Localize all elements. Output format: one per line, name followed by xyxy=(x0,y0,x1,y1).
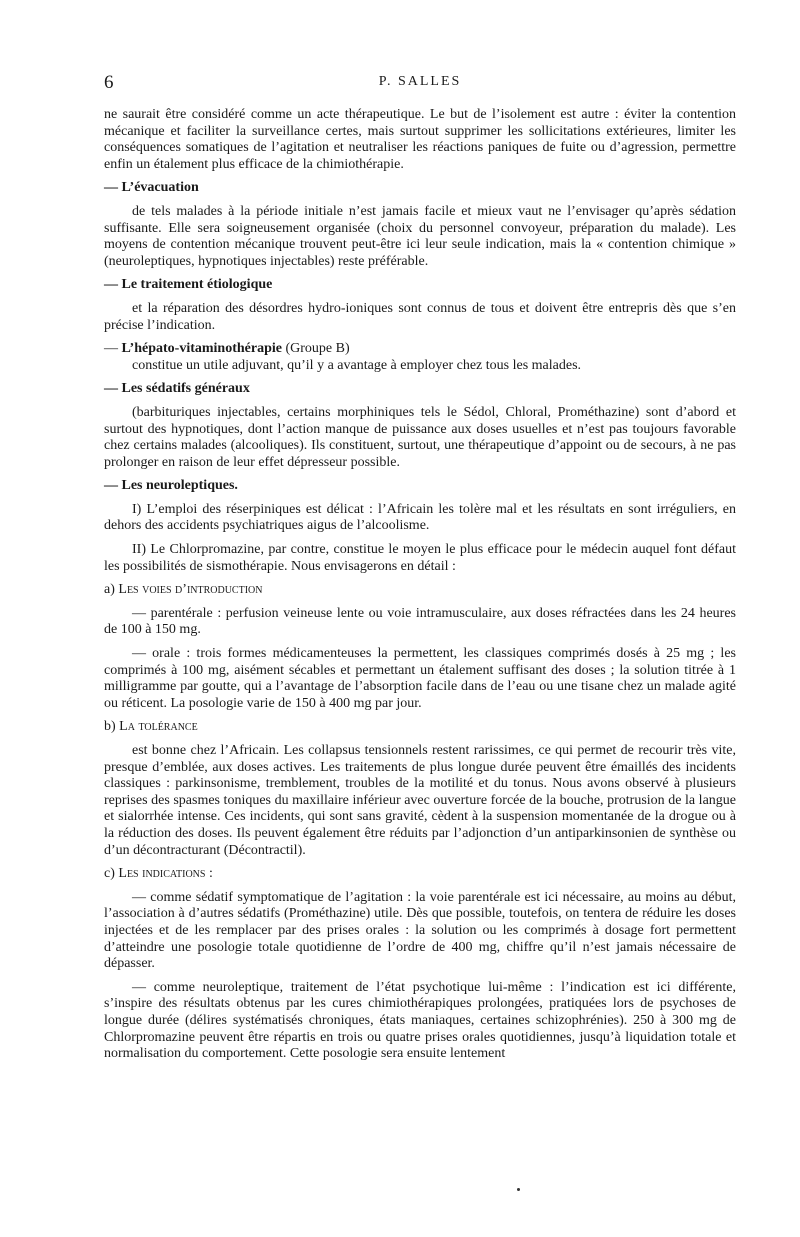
heading-a-prefix: a) xyxy=(104,582,119,598)
heading-sedatifs-generaux: — Les sédatifs généraux xyxy=(104,381,250,397)
paragraph-chlorpromazine: II) Le Chlorpromazine, par contre, constitue le moyen le plus efficace pour le médecin auquel font défaut les possibilités de sismothérapie. Nous envisagerons en détail : xyxy=(104,542,736,574)
running-head: P. SALLES xyxy=(378,74,462,89)
paragraph-voie-orale: — orale : trois formes médicamenteuses la permettent, les classiques comprimés dosés à 25 mg ; les comprimés à 100 mg, aisément sécables et permettant un étalement suffisant des doses ; la solution titrée à 1 milligramme par goutte, qui a l’avantage de l’absorption facile dans de l’eau ou une tisane chez un malade agité ou réticent. La posologie varie de 150 à 400 mg par jour. xyxy=(104,646,736,711)
heading-c-text: Les indications : xyxy=(118,866,213,882)
heading-hepato-dash: — xyxy=(104,341,122,357)
heading-a-text: Les voies d’introduction xyxy=(118,582,263,598)
page-number: 6 xyxy=(104,72,114,93)
paragraph-evacuation: de tels malades à la période initiale n’est jamais facile et mieux vaut ne l’envisager qu’après sédation suffisante. Elle sera soigneusement organisée (choix du personnel convoyeur, préparation du malade). Les moyens de contention mécanique trouvent peut-être ici leur seule indication, mais la « contention chimique » (neuroleptiques, hypnotiques injectables) reste préférable. xyxy=(104,203,736,269)
paragraph-traitement-etiologique: et la réparation des désordres hydro-ioniques sont connus de tous et doivent être entrepris dès que s’en précise l’indication. xyxy=(104,300,736,333)
print-dot-mark xyxy=(517,1188,520,1191)
heading-neuroleptiques: — Les neuroleptiques. xyxy=(104,478,238,494)
paragraph-voie-parenterale: — parentérale : perfusion veineuse lente ou voie intramusculaire, aux doses réfractées dans les 24 heures de 100 à 150 mg. xyxy=(104,605,736,638)
heading-tolerance xyxy=(104,719,736,736)
heading-hepato-group: (Groupe B) xyxy=(281,341,350,357)
paragraph-hepato-vitaminotherapie: constitue un utile adjuvant, qu’il y a avantage à employer chez tous les malades. xyxy=(132,357,582,373)
page-body xyxy=(104,107,736,1063)
paragraph-reserpiniques: I) L’emploi des réserpiniques est délicat : l’Africain les tolère mal et les résultats en sont irréguliers, en dehors des accidents psychiatriques aigus de l’alcoolisme. xyxy=(104,501,736,534)
heading-hepato-vitaminotherapie xyxy=(104,341,736,358)
heading-voies-introduction xyxy=(104,582,736,599)
paragraph-isolement: ne saurait être considéré comme un acte thérapeutique. Le but de l’isolement est autre : éviter la contention mécanique et faciliter la surveillance certes, mais surtout supprimer les sollicitations extérieures, limiter les conséquences somatiques de l’agitation et neutraliser les réactions paniques de fuite ou d’agression, permettre enfin un étalement plus efficace de la chimiothérapie. xyxy=(104,107,736,172)
paragraph-neuroleptique-traitement: — comme neuroleptique, traitement de l’état psychotique lui-même : l’indication est ici différente, s’inspire des résultats obtenus par les cures chimiothérapiques prolongées, pratiquées lors de psychoses de longue durée (délires systématisés chroniques, états maniaques, certaines schizophrénies). 250 à 300 mg de Chlorpromazine peuvent être répartis en trois ou quatre prises orales quotidiennes, jusqu’à liquidation totale et normalisation du comportement. Cette posologie sera ensuite lentement xyxy=(104,979,736,1062)
heading-traitement-etiologique: — Le traitement étiologique xyxy=(104,277,273,293)
paragraph-tolerance: est bonne chez l’Africain. Les collapsus tensionnels restent rarissimes, ce qui permet de recourir très vite, presque d’emblée, aux doses actives. Les traitements de plus longue durée peuvent être émaillés des incidents classiques : parkinsonisme, tremblement, troubles de la motilité et du tonus. Nous avons observé à plusieurs reprises des spasmes toniques du maxillaire inférieur avec ouverture forcée de la bouche, protrusion de la langue et sialorrhée intense. Ces incidents, qui sont sans gravité, cèdent à la suspension momentanée de la drogue ou à la réduction des doses. Ils peuvent également être réduits par l’adjonction d’un antiparkinsonien de synthèse ou d’un décontracturant (Décontractil). xyxy=(104,743,736,858)
heading-c-prefix: c) xyxy=(104,866,119,882)
page-header xyxy=(104,72,736,94)
heading-indications xyxy=(104,866,736,883)
heading-hepato-bold: L’hépato-vitaminothérapie xyxy=(121,341,282,357)
heading-b-prefix: b) xyxy=(104,719,120,735)
paragraph-sedatif-symptomatique: — comme sédatif symptomatique de l’agitation : la voie parentérale est ici nécessaire, au moins au début, l’association à d’autres sédatifs (Prométhazine) utile. Dès que possible, toutefois, on tentera de réduire les doses injectées et de les remplacer par des prises orales : la solution ou les comprimés à dosage fort permettent d’atteindre une posologie totale quotidienne de l’ordre de 400 mg, chiffre qu’il n’est jamais nécessaire de dépasser. xyxy=(104,889,736,972)
heading-evacuation: — L’évacuation xyxy=(104,180,199,196)
heading-b-text: La tolérance xyxy=(119,719,198,735)
paragraph-sedatifs-generaux: (barbituriques injectables, certains morphiniques tels le Sédol, Chloral, Prométhazine) sont d’abord et surtout des hypnotiques, dont l’action manque de puissance aux doses usuelles et n’est pas toujours favorable chez certains malades (alcooliques). Ils constituent, surtout, une thérapeutique d’appoint ou de secours, à ne pas prolonger en raison de leur effet dépresseur possible. xyxy=(104,404,736,470)
